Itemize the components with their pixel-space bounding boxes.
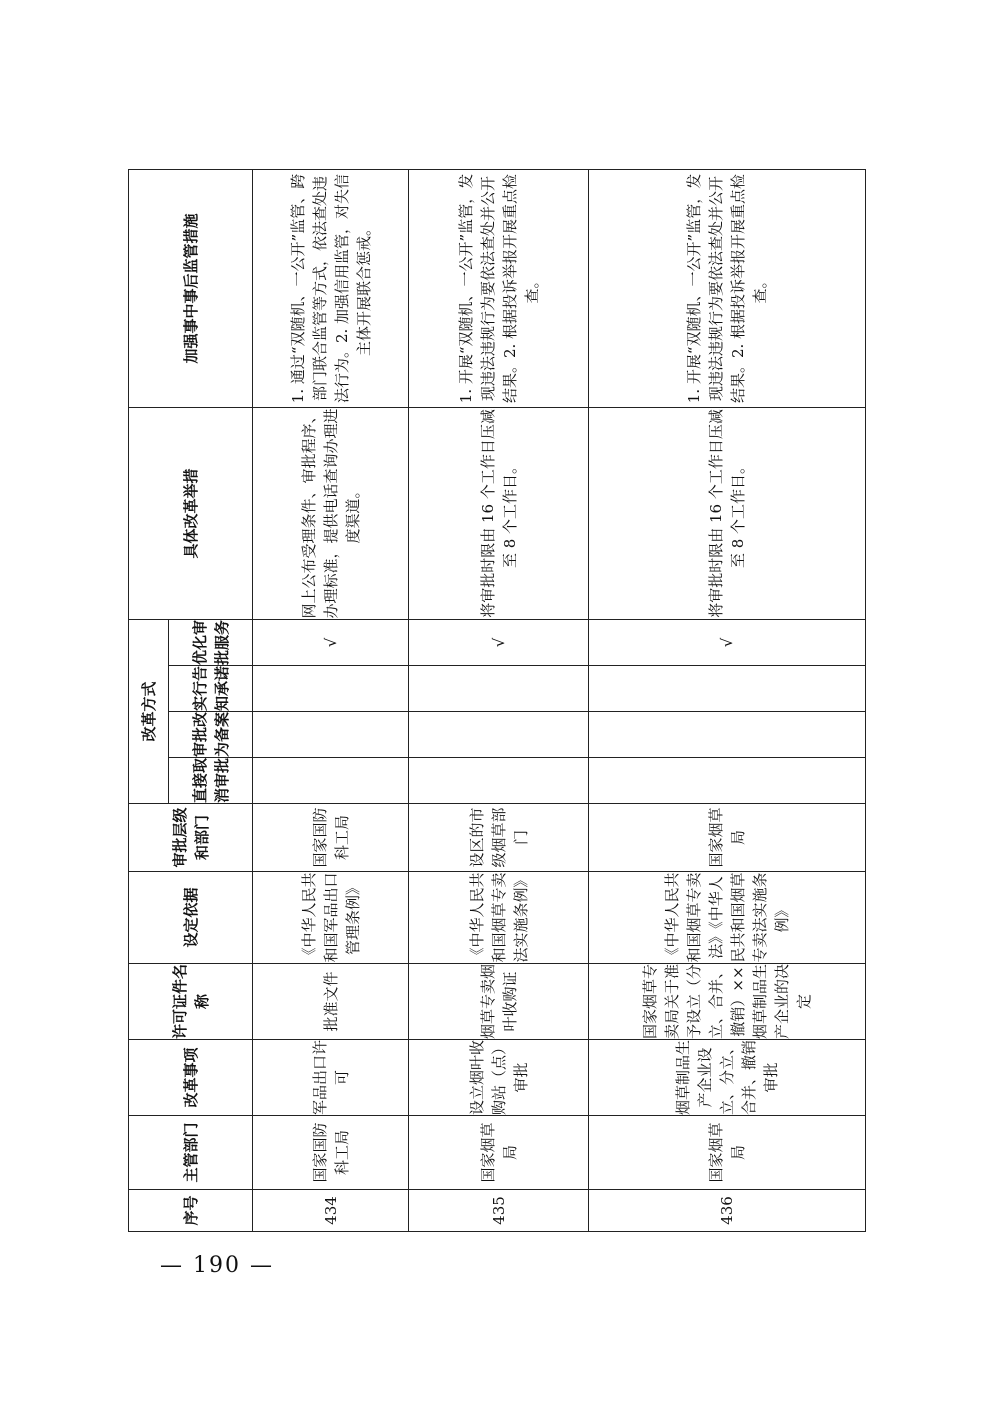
cell-seq: 434 xyxy=(253,1190,409,1232)
cell-mode-optimize: √ xyxy=(409,619,589,665)
table-row xyxy=(589,169,866,1231)
header-license: 许可证件名称 xyxy=(129,964,253,1040)
cell-mode-notify xyxy=(409,666,589,712)
cell-mode-optimize: √ xyxy=(589,619,866,665)
header-dept: 主管部门 xyxy=(129,1116,253,1190)
cell-mode-record xyxy=(589,712,866,758)
header-row-1 xyxy=(129,169,169,1231)
header-mode-optimize: 优化审批服务 xyxy=(169,619,253,665)
cell-mode-cancel xyxy=(409,758,589,804)
cell-supervision: 1. 开展“双随机、一公开”监管，发现违法违规行为要依法查处并公开结果。2. 根据投诉举报开展重点检查。 xyxy=(409,169,589,407)
page-number: — 190 — xyxy=(160,1253,274,1278)
cell-basis: 《中华人民共和国军品出口管理条例》 xyxy=(253,872,409,964)
cell-item: 烟草制品生产企业设立、分立、合并、撤销审批 xyxy=(589,1040,866,1116)
cell-measures: 网上公布受理条件、审批程序、办理标准，提供电话查询办理进度渠道。 xyxy=(253,407,409,619)
cell-dept: 国家烟草局 xyxy=(409,1116,589,1190)
cell-mode-record xyxy=(253,712,409,758)
header-supervision: 加强事中事后监管措施 xyxy=(129,169,253,407)
header-mode-notify: 实行告知承诺 xyxy=(169,666,253,712)
cell-measures: 将审批时限由 16 个工作日压减至 8 个工作日。 xyxy=(589,407,866,619)
cell-level: 国家国防科工局 xyxy=(253,804,409,872)
header-level: 审批层级和部门 xyxy=(129,804,253,872)
cell-supervision: 1. 通过“双随机、一公开”监管、跨部门联合监管等方式，依法查处违法行为。2. 加强信用监管，对失信主体开展联合惩戒。 xyxy=(253,169,409,407)
cell-mode-notify xyxy=(589,666,866,712)
header-seq: 序号 xyxy=(129,1190,253,1232)
cell-seq: 435 xyxy=(409,1190,589,1232)
table-row xyxy=(253,169,409,1231)
cell-item: 设立烟叶收购站（点）审批 xyxy=(409,1040,589,1116)
header-item: 改革事项 xyxy=(129,1040,253,1116)
cell-dept: 国家烟草局 xyxy=(589,1116,866,1190)
cell-mode-cancel xyxy=(253,758,409,804)
cell-mode-cancel xyxy=(589,758,866,804)
header-basis: 设定依据 xyxy=(129,872,253,964)
rotated-table-container xyxy=(128,170,865,1232)
cell-dept: 国家国防科工局 xyxy=(253,1116,409,1190)
table-row xyxy=(409,169,589,1231)
reform-table xyxy=(128,169,866,1232)
cell-supervision: 1. 开展“双随机、一公开”监管，发现违法违规行为要依法查处并公开结果。2. 根据投诉举报开展重点检查。 xyxy=(589,169,866,407)
cell-basis: 《中华人民共和国烟草专卖法》《中华人民共和国烟草专卖法实施条例》 xyxy=(589,872,866,964)
header-mode-cancel: 直接取消审批 xyxy=(169,758,253,804)
cell-basis: 《中华人民共和国烟草专卖法实施条例》 xyxy=(409,872,589,964)
cell-item: 军品出口许可 xyxy=(253,1040,409,1116)
cell-level: 国家烟草局 xyxy=(589,804,866,872)
cell-level: 设区的市级烟草部门 xyxy=(409,804,589,872)
cell-seq: 436 xyxy=(589,1190,866,1232)
cell-license: 批准文件 xyxy=(253,964,409,1040)
cell-license: 烟草专卖烟叶收购证 xyxy=(409,964,589,1040)
cell-license: 国家烟草专卖局关于准予设立（分立、合并、撤销）××烟草制品生产企业的决定 xyxy=(589,964,866,1040)
cell-mode-record xyxy=(409,712,589,758)
header-measures: 具体改革举措 xyxy=(129,407,253,619)
header-mode-record: 审批改为备案 xyxy=(169,712,253,758)
cell-mode-notify xyxy=(253,666,409,712)
header-reform-mode: 改革方式 xyxy=(129,619,169,803)
cell-mode-optimize: √ xyxy=(253,619,409,665)
cell-measures: 将审批时限由 16 个工作日压减至 8 个工作日。 xyxy=(409,407,589,619)
